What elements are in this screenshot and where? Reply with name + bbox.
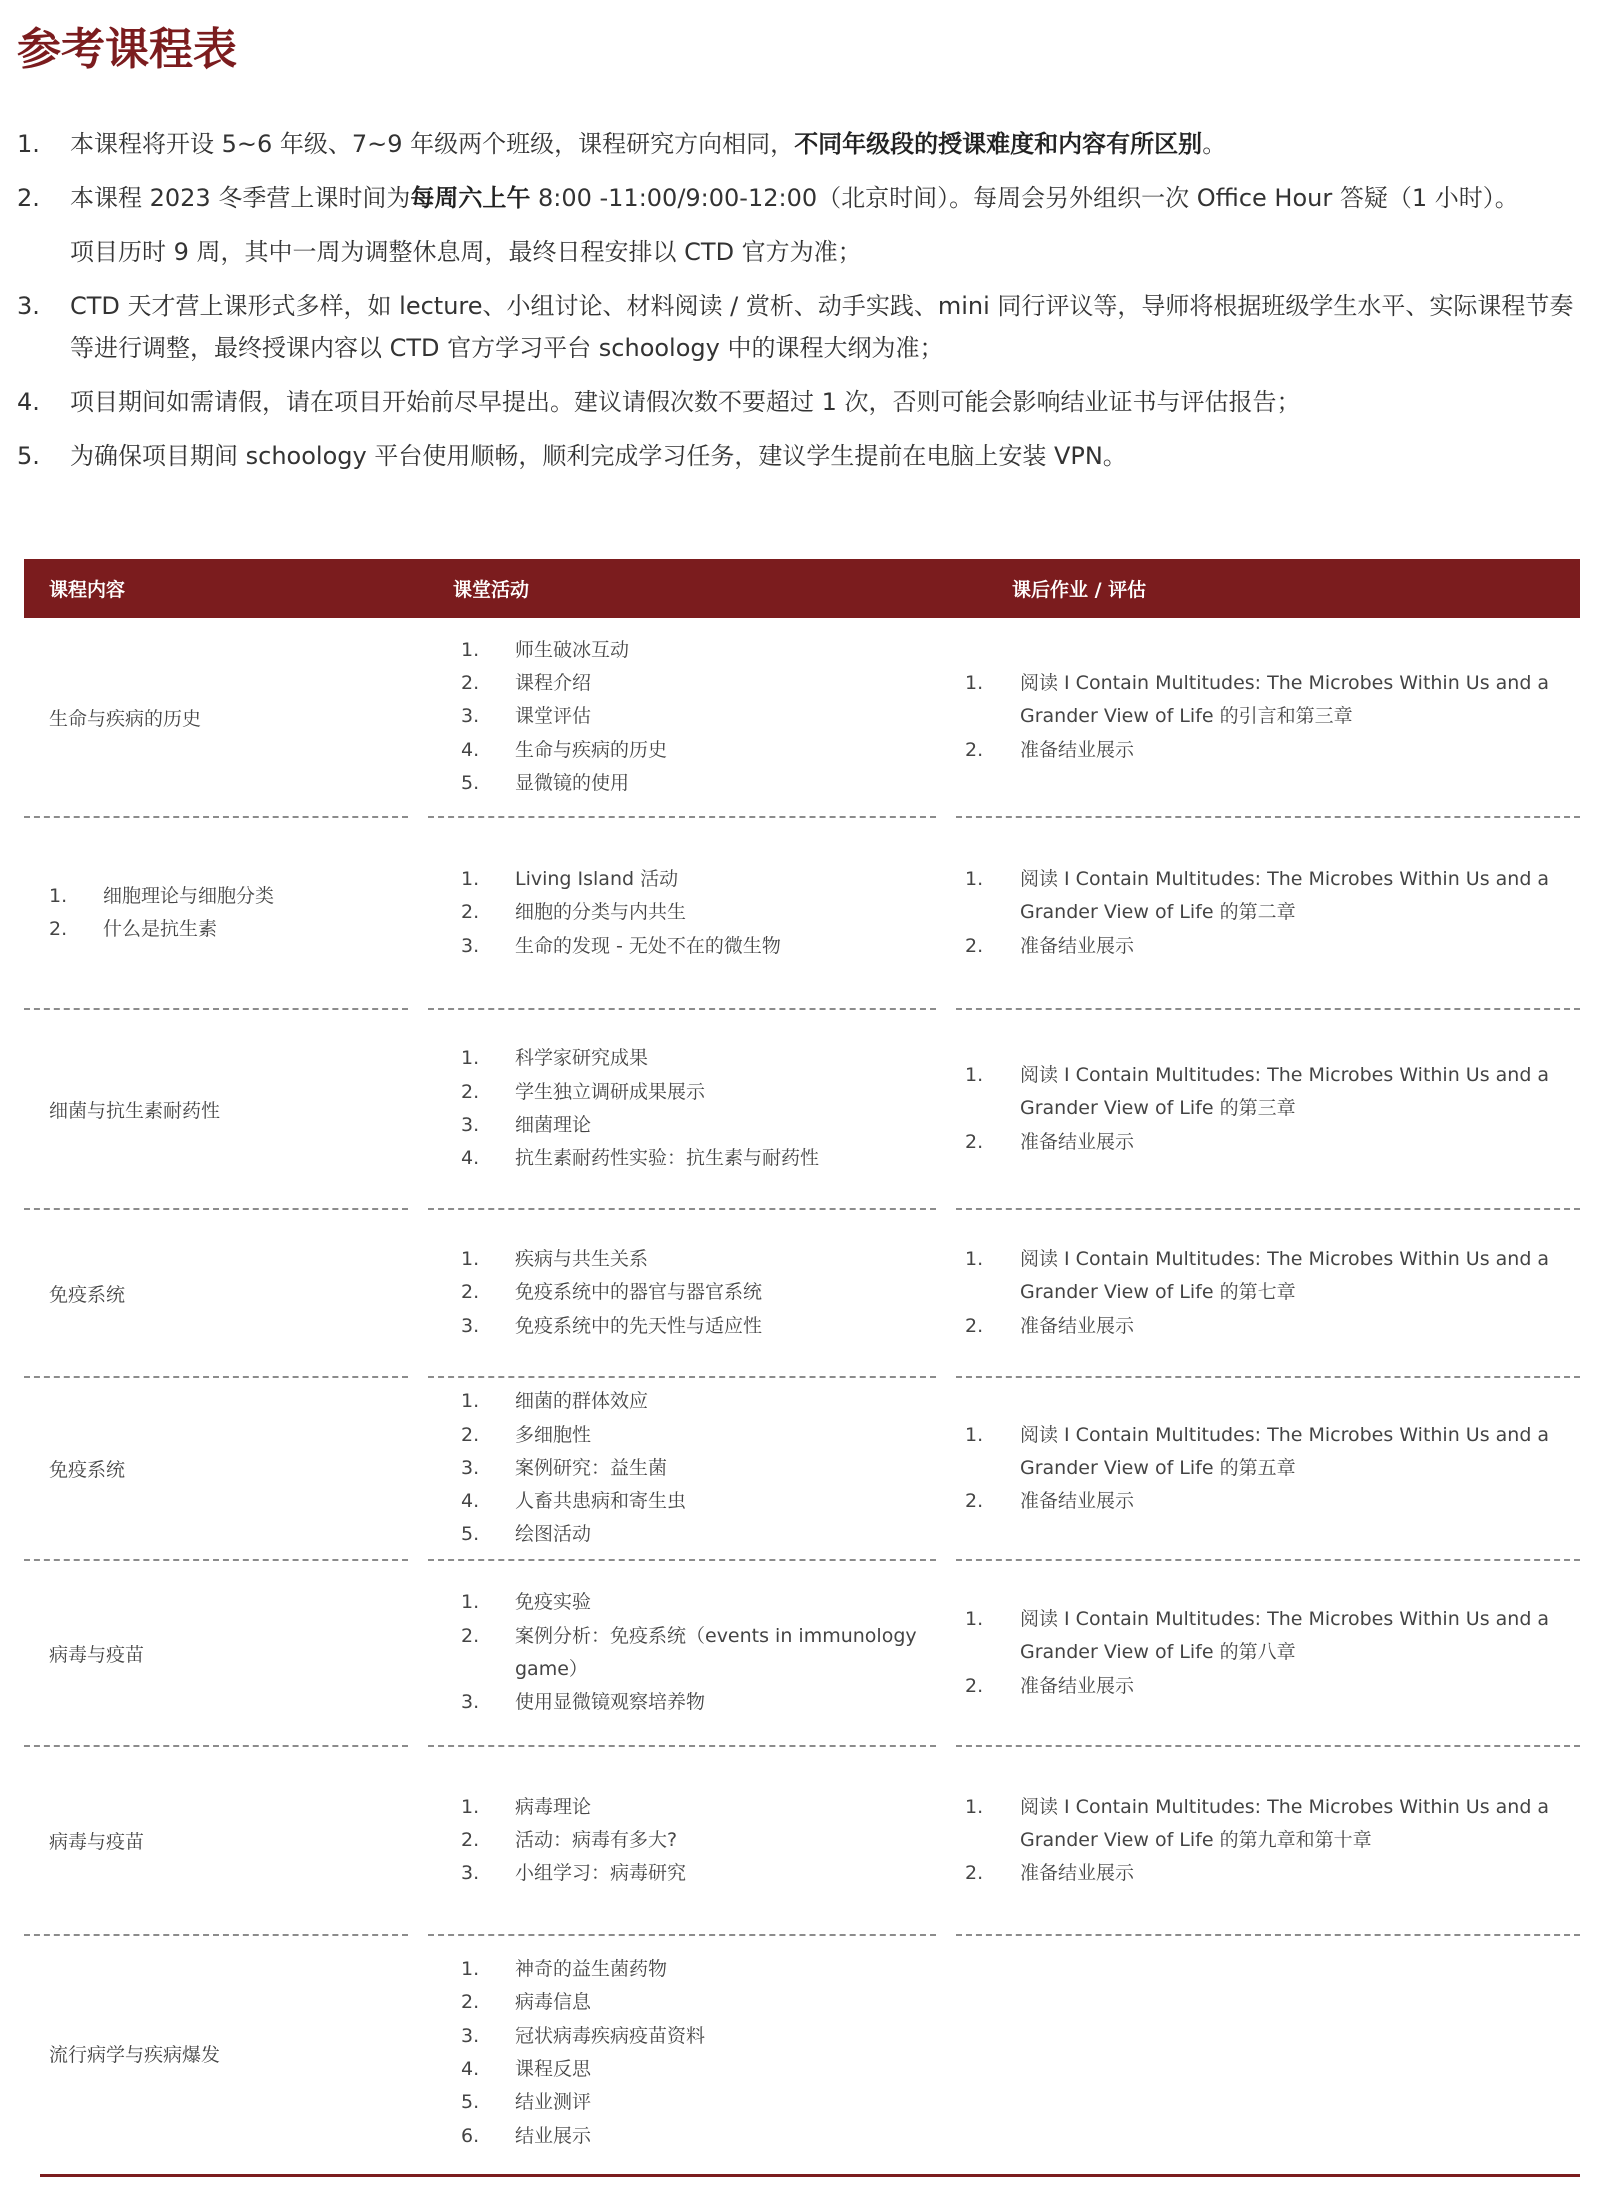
intro-item-number: 5. xyxy=(17,442,40,470)
topic-cell xyxy=(24,618,408,818)
activity-item-list xyxy=(461,1586,936,1719)
item-number: 1. xyxy=(965,1423,984,1446)
activity-item-text: 病毒理论 xyxy=(515,1795,592,1818)
activity-item-text: 人畜共患病和寄生虫 xyxy=(515,1490,687,1513)
item-number: 2. xyxy=(461,1080,480,1103)
item-number: 2. xyxy=(461,1828,480,1851)
item-number: 1. xyxy=(461,1390,480,1413)
item-number: 1. xyxy=(461,1591,480,1614)
item-number: 1. xyxy=(461,1248,480,1271)
activity-item xyxy=(461,1586,936,1619)
homework-item-list xyxy=(965,1419,1562,1519)
page-title: 参考课程表 xyxy=(17,24,237,75)
item-number: 3. xyxy=(461,1114,480,1136)
activity-item-text: 生命的发现 - 无处不在的微生物 xyxy=(515,934,781,957)
item-number: 1. xyxy=(965,1608,984,1631)
table-row xyxy=(24,1561,1580,1747)
intro-item-number: 2. xyxy=(17,184,40,212)
activity-item xyxy=(461,1419,936,1452)
item-number: 2. xyxy=(965,1314,984,1337)
activity-item-text: 课堂评估 xyxy=(515,705,592,728)
activities-cell xyxy=(428,1378,936,1561)
homework-item-list xyxy=(965,1603,1562,1703)
homework-item-text: 阅读 I Contain Multitudes: The Microbes Within Us and a Grander View of Life 的第三章 xyxy=(1020,1064,1550,1120)
item-number: 5. xyxy=(461,2091,480,2114)
table-row xyxy=(24,1936,1580,2170)
homework-cell xyxy=(956,1210,1580,1378)
topic-cell xyxy=(24,1936,408,2170)
homework-item-text: 准备结业展示 xyxy=(1020,1314,1135,1337)
item-number: 2. xyxy=(965,738,984,761)
table-header xyxy=(24,559,1580,618)
activity-item-text: 免疫系统中的器官与器官系统 xyxy=(515,1281,763,1304)
intro-text: 8:00 -11:00/9:00-12:00（北京时间）。每周会另外组织一次 Office Hour 答疑（1 小时）。 xyxy=(530,184,1519,212)
intro-item xyxy=(17,171,1587,225)
item-number: 3. xyxy=(461,1862,480,1885)
item-number: 2. xyxy=(461,1281,480,1304)
item-number: 2. xyxy=(965,1130,984,1153)
homework-item-list xyxy=(965,1791,1562,1891)
topic-text: 流行病学与疾病爆发 xyxy=(49,2043,221,2066)
intro-item xyxy=(17,117,1587,171)
activities-cell xyxy=(428,1010,936,1210)
item-number: 4. xyxy=(461,2058,480,2080)
activity-item xyxy=(461,1791,936,1824)
intro-item xyxy=(17,285,1587,369)
activity-item xyxy=(461,1109,936,1142)
item-number: 1. xyxy=(965,1795,984,1818)
activity-item-text: 课程反思 xyxy=(515,2058,592,2080)
activity-item-list xyxy=(461,1042,936,1175)
activity-item-list xyxy=(461,1385,936,1551)
homework-item xyxy=(965,1310,1562,1343)
activities-cell xyxy=(428,1210,936,1378)
homework-item-list xyxy=(965,863,1562,963)
activity-item xyxy=(461,1824,936,1857)
activity-item-text: 案例研究：益生菌 xyxy=(515,1456,668,1479)
topic-cell xyxy=(24,1378,408,1561)
homework-item-text: 阅读 I Contain Multitudes: The Microbes Within Us and a Grander View of Life 的第九章和第十章 xyxy=(1020,1795,1550,1851)
activity-item-text: 师生破冰互动 xyxy=(515,638,630,661)
activity-item xyxy=(461,1953,936,1986)
homework-item-text: 准备结业展示 xyxy=(1020,738,1135,761)
activity-item xyxy=(461,1076,936,1109)
item-number: 1. xyxy=(461,1795,480,1818)
intro-item-number: 1. xyxy=(17,130,40,158)
homework-item-text: 阅读 I Contain Multitudes: The Microbes Within Us and a Grander View of Life 的第七章 xyxy=(1020,1248,1550,1304)
activity-item xyxy=(461,2020,936,2053)
activity-item-text: 学生独立调研成果展示 xyxy=(515,1080,706,1103)
topic-cell xyxy=(24,1747,408,1936)
topic-cell xyxy=(24,1210,408,1378)
activity-item-text: 绘图活动 xyxy=(515,1523,592,1546)
activities-cell xyxy=(428,1747,936,1936)
activity-item xyxy=(461,1276,936,1309)
intro-text: 本课程将开设 5~6 年级、7~9 年级两个班级，课程研究方向相同， xyxy=(70,130,795,158)
activity-item xyxy=(461,2120,936,2153)
activity-item-list xyxy=(461,1953,936,2153)
item-number: 3. xyxy=(461,705,480,728)
homework-item xyxy=(965,1126,1562,1159)
homework-item-list xyxy=(965,1059,1562,1159)
homework-item-text: 准备结业展示 xyxy=(1020,934,1135,957)
activity-item xyxy=(461,1243,936,1276)
item-number: 3. xyxy=(461,1691,480,1714)
header-activities: 课堂活动 xyxy=(453,579,530,601)
activity-item xyxy=(461,1142,936,1175)
item-number: 4. xyxy=(461,738,480,761)
item-number: 1. xyxy=(461,638,480,661)
item-number: 1. xyxy=(965,1248,984,1271)
topic-cell xyxy=(24,1561,408,1747)
activities-cell xyxy=(428,618,936,818)
activity-item-text: 免疫系统中的先天性与适应性 xyxy=(515,1314,763,1337)
activity-item-text: 生命与疾病的历史 xyxy=(515,738,668,761)
item-number: 2. xyxy=(461,1991,480,2014)
bottom-rule xyxy=(40,2174,1580,2177)
activity-item xyxy=(461,1485,936,1518)
topic-text: 生命与疾病的历史 xyxy=(49,707,202,730)
topic-item xyxy=(49,880,408,913)
item-number: 3. xyxy=(461,934,480,957)
activity-item-text: 活动：病毒有多大? xyxy=(515,1828,678,1851)
intro-text: CTD 天才营上课形式多样，如 lecture、小组讨论、材料阅读 / 赏析、动手实践、mini 同行评议等，导师将根据班级学生水平、实际课程节奏等进行调整，最终授课内容以 CTD 官方学习平台 schoology 中的课程大纲为准； xyxy=(70,292,1574,362)
homework-item xyxy=(965,1603,1562,1670)
activities-cell xyxy=(428,1936,936,2170)
topic-text: 病毒与疫苗 xyxy=(49,1643,145,1666)
item-number: 2. xyxy=(461,672,480,695)
activity-item-text: 结业测评 xyxy=(515,2091,592,2114)
activity-item xyxy=(461,2053,936,2086)
topic-item-list xyxy=(49,880,408,947)
topic-cell xyxy=(24,1010,408,1210)
item-number: 1. xyxy=(461,1958,480,1981)
activity-item-text: 多细胞性 xyxy=(515,1423,592,1446)
activity-item xyxy=(461,767,936,800)
intro-emphasis: 每周六上午 xyxy=(410,184,531,212)
activity-item-text: 细菌的群体效应 xyxy=(515,1390,649,1413)
topic-item-text: 什么是抗生素 xyxy=(103,918,218,940)
item-number: 1. xyxy=(965,672,984,695)
item-number: 1. xyxy=(965,1064,984,1087)
topic-cell xyxy=(24,818,408,1010)
homework-item xyxy=(965,667,1562,734)
table-row xyxy=(24,818,1580,1010)
intro-text: 本课程 2023 冬季营上课时间为 xyxy=(70,184,411,212)
homework-cell xyxy=(956,818,1580,1010)
activity-item-list xyxy=(461,863,936,963)
item-number: 1. xyxy=(461,1047,480,1070)
activity-item xyxy=(461,1310,936,1343)
activity-item-text: 病毒信息 xyxy=(515,1991,592,2014)
intro-emphasis: 不同年级段的授课难度和内容有所区别 xyxy=(794,130,1203,158)
activity-item-text: 科学家研究成果 xyxy=(515,1047,649,1070)
activity-item-text: 细菌理论 xyxy=(515,1114,592,1136)
activity-item-text: 小组学习：病毒研究 xyxy=(515,1862,687,1885)
header-homework: 课后作业 / 评估 xyxy=(1012,579,1147,601)
activity-item xyxy=(461,1452,936,1485)
activity-item-list xyxy=(461,634,936,800)
homework-item xyxy=(965,930,1562,963)
intro-item-continued xyxy=(17,225,1587,279)
topic-item-text: 细胞理论与细胞分类 xyxy=(103,884,275,907)
activity-item-list xyxy=(461,1243,936,1343)
topic-text: 病毒与疫苗 xyxy=(49,1831,145,1853)
intro-text: 项目期间如需请假，请在项目开始前尽早提出。建议请假次数不要超过 1 次，否则可能会影响结业证书与评估报告； xyxy=(70,388,1301,416)
item-number: 1. xyxy=(461,868,480,891)
activities-cell xyxy=(428,818,936,1010)
activity-item xyxy=(461,734,936,767)
homework-item-text: 准备结业展示 xyxy=(1020,1130,1135,1153)
homework-item xyxy=(965,863,1562,930)
intro-text: 。 xyxy=(1202,130,1227,158)
activity-item xyxy=(461,700,936,733)
intro-item xyxy=(17,375,1587,429)
item-number: 1. xyxy=(49,884,68,907)
activity-item xyxy=(461,1857,936,1890)
homework-item xyxy=(965,1857,1562,1890)
activity-item xyxy=(461,1042,936,1075)
table-row xyxy=(24,1210,1580,1378)
homework-item xyxy=(965,734,1562,767)
homework-cell xyxy=(956,1010,1580,1210)
homework-item-text: 阅读 I Contain Multitudes: The Microbes Within Us and a Grander View of Life 的第五章 xyxy=(1020,1423,1550,1479)
activity-item xyxy=(461,930,936,963)
homework-item-text: 准备结业展示 xyxy=(1020,1674,1135,1697)
table-body xyxy=(24,618,1580,2170)
topic-text: 免疫系统 xyxy=(49,1283,126,1306)
homework-item-list xyxy=(965,1243,1562,1343)
activity-item-text: 使用显微镜观察培养物 xyxy=(515,1691,706,1714)
topic-item xyxy=(49,913,408,946)
item-number: 3. xyxy=(461,1314,480,1337)
activity-item xyxy=(461,667,936,700)
activity-item-text: Living Island 活动 xyxy=(515,868,679,891)
homework-item-list xyxy=(965,667,1562,767)
homework-item xyxy=(965,1485,1562,1518)
table-row xyxy=(24,618,1580,818)
activity-item-text: 免疫实验 xyxy=(515,1591,592,1614)
homework-item-text: 准备结业展示 xyxy=(1020,1862,1135,1885)
intro-item-number: 4. xyxy=(17,388,40,416)
activity-item xyxy=(461,1620,936,1687)
activity-item-text: 显微镜的使用 xyxy=(515,771,630,794)
activity-item xyxy=(461,634,936,667)
item-number: 2. xyxy=(965,1490,984,1513)
activity-item-list xyxy=(461,1791,936,1891)
item-number: 5. xyxy=(461,771,480,794)
item-number: 3. xyxy=(461,2024,480,2047)
homework-item-text: 准备结业展示 xyxy=(1020,1490,1135,1513)
header-topic: 课程内容 xyxy=(49,579,126,601)
intro-item xyxy=(17,429,1587,483)
schedule-table xyxy=(24,559,1580,2170)
activity-item xyxy=(461,1518,936,1551)
activity-item-text: 神奇的益生菌药物 xyxy=(515,1958,668,1981)
table-row xyxy=(24,1378,1580,1561)
item-number: 2. xyxy=(49,918,68,940)
homework-cell xyxy=(956,1936,1580,2170)
homework-item xyxy=(965,1670,1562,1703)
item-number: 6. xyxy=(461,2124,480,2147)
item-number: 3. xyxy=(461,1456,480,1479)
topic-text: 免疫系统 xyxy=(49,1459,126,1481)
item-number: 2. xyxy=(461,1423,480,1446)
table-row xyxy=(24,1010,1580,1210)
intro-list xyxy=(17,117,1587,483)
item-number: 4. xyxy=(461,1490,480,1513)
activity-item-text: 细胞的分类与内共生 xyxy=(515,901,687,924)
homework-cell xyxy=(956,1561,1580,1747)
activity-item-text: 抗生素耐药性实验：抗生素与耐药性 xyxy=(515,1147,820,1170)
homework-item xyxy=(965,1059,1562,1126)
activity-item-text: 案例分析：免疫系统（events in immunology game） xyxy=(515,1624,917,1680)
activities-cell xyxy=(428,1561,936,1747)
item-number: 5. xyxy=(461,1523,480,1546)
topic-text: 细菌与抗生素耐药性 xyxy=(49,1099,221,1122)
activity-item xyxy=(461,896,936,929)
activity-item xyxy=(461,2086,936,2119)
intro-text: 为确保项目期间 schoology 平台使用顺畅，顺利完成学习任务，建议学生提前在电脑上安装 VPN。 xyxy=(70,442,1127,470)
table-row xyxy=(24,1747,1580,1936)
intro-item-number: 3. xyxy=(17,292,40,320)
item-number: 2. xyxy=(461,901,480,924)
activity-item-text: 课程介绍 xyxy=(515,672,592,695)
item-number: 4. xyxy=(461,1147,480,1170)
activity-item-text: 冠状病毒疾病疫苗资料 xyxy=(515,2024,706,2047)
item-number: 2. xyxy=(965,1674,984,1697)
homework-item xyxy=(965,1791,1562,1858)
homework-item-text: 阅读 I Contain Multitudes: The Microbes Within Us and a Grander View of Life 的引言和第三章 xyxy=(1020,672,1550,728)
activity-item xyxy=(461,1385,936,1418)
intro-text: 项目历时 9 周，其中一周为调整休息周，最终日程安排以 CTD 官方为准； xyxy=(70,238,862,266)
homework-item-text: 阅读 I Contain Multitudes: The Microbes Within Us and a Grander View of Life 的第八章 xyxy=(1020,1608,1550,1664)
activity-item xyxy=(461,863,936,896)
item-number: 1. xyxy=(965,868,984,891)
homework-cell xyxy=(956,1378,1580,1561)
homework-item xyxy=(965,1419,1562,1486)
item-number: 2. xyxy=(461,1624,480,1647)
homework-item-text: 阅读 I Contain Multitudes: The Microbes Within Us and a Grander View of Life 的第二章 xyxy=(1020,868,1550,924)
activity-item-text: 疾病与共生关系 xyxy=(515,1248,649,1271)
item-number: 2. xyxy=(965,1862,984,1885)
item-number: 2. xyxy=(965,934,984,957)
activity-item xyxy=(461,1686,936,1719)
activity-item xyxy=(461,1986,936,2019)
homework-cell xyxy=(956,618,1580,818)
activity-item-text: 结业展示 xyxy=(515,2124,592,2147)
homework-item xyxy=(965,1243,1562,1310)
homework-cell xyxy=(956,1747,1580,1936)
